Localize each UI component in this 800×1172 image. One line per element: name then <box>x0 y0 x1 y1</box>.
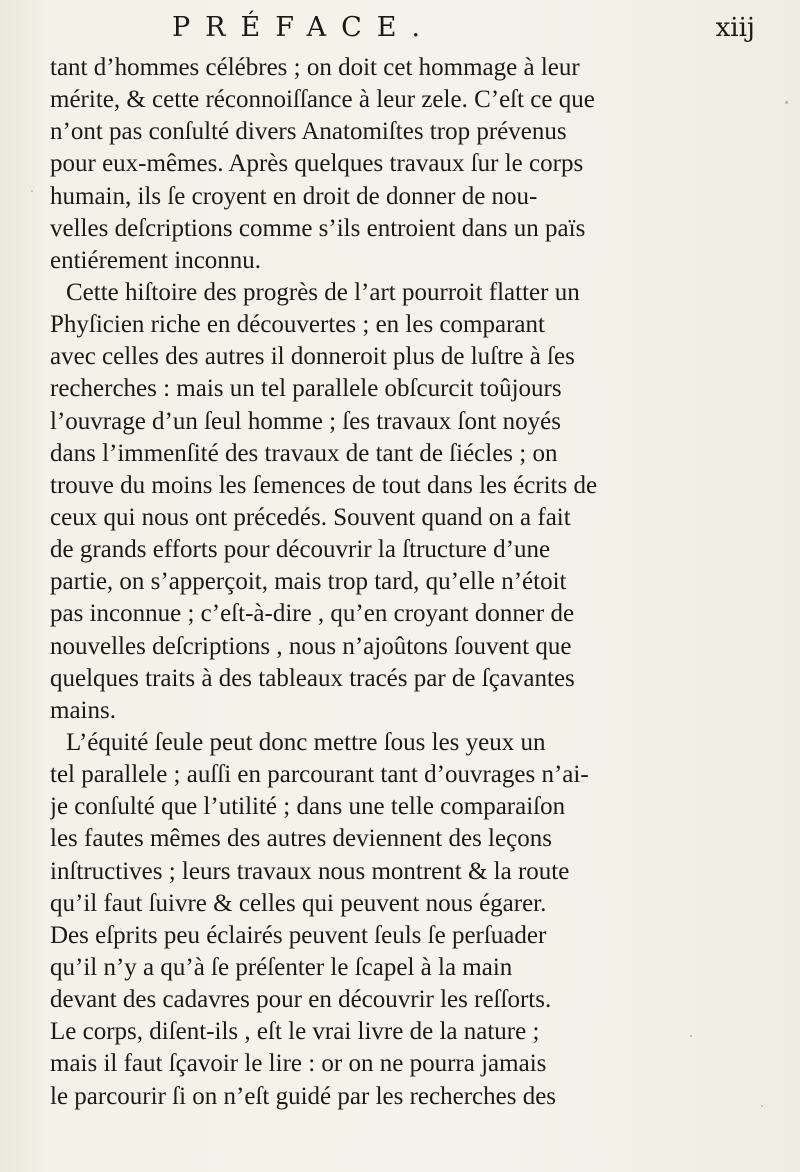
text-line: mains. <box>50 696 116 724</box>
text-line: recherches : mais un tel parallele obſcurcit toûjours <box>50 375 562 403</box>
text-line: l’ouvrage d’un ſeul homme ; ſes travaux ſont noyés <box>50 407 561 435</box>
text-line: Le corps, diſent-ils , eſt le vrai livre de la nature ; <box>50 1018 540 1046</box>
text-line: quelques traits à des tableaux tracés par de ſçavantes <box>50 664 575 692</box>
text-line: inſtructives ; leurs travaux nous montrent & la route <box>50 857 570 885</box>
text-line: humain, ils ſe croyent en droit de donner de nou- <box>50 182 538 210</box>
paper-speck <box>761 1105 763 1107</box>
text-line: Cette hiſtoire des progrès de l’art pourroit flatter un <box>66 278 580 306</box>
text-line: entiérement inconnu. <box>50 246 262 274</box>
paper-speck <box>31 190 33 192</box>
text-line: le parcourir ſi on n’eſt guidé par les recherches des <box>50 1082 557 1110</box>
text-line: dans l’immenſité des travaux de tant de ſiécles ; on <box>50 439 558 467</box>
text-line: Phyſicien riche en découvertes ; en les comparant <box>50 311 545 339</box>
text-line: L’équité ſeule peut donc mettre ſous les yeux un <box>66 728 546 756</box>
text-line: devant des cadavres pour en découvrir les reſſorts. <box>50 986 552 1014</box>
text-line: avec celles des autres il donneroit plus de luſtre à ſes <box>50 343 575 371</box>
text-line: pas inconnue ; c’eſt-à-dire , qu’en croyant donner de <box>50 600 575 628</box>
text-line: Des eſprits peu éclairés peuvent ſeuls ſe perſuader <box>50 921 547 949</box>
text-line: n’ont pas conſulté divers Anatomiſtes trop prévenus <box>50 118 567 146</box>
paper-speck <box>690 1035 692 1037</box>
text-line: mais il faut ſçavoir le lire : or on ne pourra jamais <box>50 1050 547 1078</box>
text-line: tant d’hommes célébres ; on doit cet hommage à leur <box>50 54 580 81</box>
text-line: ceux qui nous ont précedés. Souvent quand on a fait <box>50 503 571 531</box>
text-line: tel parallele ; auſſi en parcourant tant d’ouvrages n’ai- <box>50 761 589 789</box>
body-text <box>50 52 775 1113</box>
text-line: nouvelles deſcriptions , nous n’ajoûtons ſouvent que <box>50 632 572 660</box>
page-number: xiij <box>715 13 755 43</box>
text-line: velles deſcriptions comme s’ils entroient dans un païs <box>50 214 586 242</box>
text-line: je conſulté que l’utilité ; dans une telle comparaiſon <box>50 793 566 821</box>
text-line: les fautes mêmes des autres deviennent des leçons <box>50 825 552 853</box>
text-line: partie, on s’apperçoit, mais trop tard, qu’elle n’étoit <box>50 568 567 596</box>
text-line: pour eux-mêmes. Après quelques travaux ſur le corps <box>50 150 584 178</box>
text-line: mérite, & cette réconnoiſſance à leur zele. C’eſt ce que <box>50 86 595 114</box>
page-header <box>172 8 772 48</box>
text-line: qu’il faut ſuivre & celles qui peuvent nous égarer. <box>50 889 547 917</box>
running-title: PRÉFACE. <box>172 12 436 43</box>
text-line: qu’il n’y a qu’à ſe préſenter le ſcapel à la main <box>50 953 513 981</box>
paper-speck <box>785 101 788 104</box>
text-line: trouve du moins les ſemences de tout dans les écrits de <box>50 471 598 499</box>
text-line: de grands efforts pour découvrir la ſtructure d’une <box>50 536 551 564</box>
